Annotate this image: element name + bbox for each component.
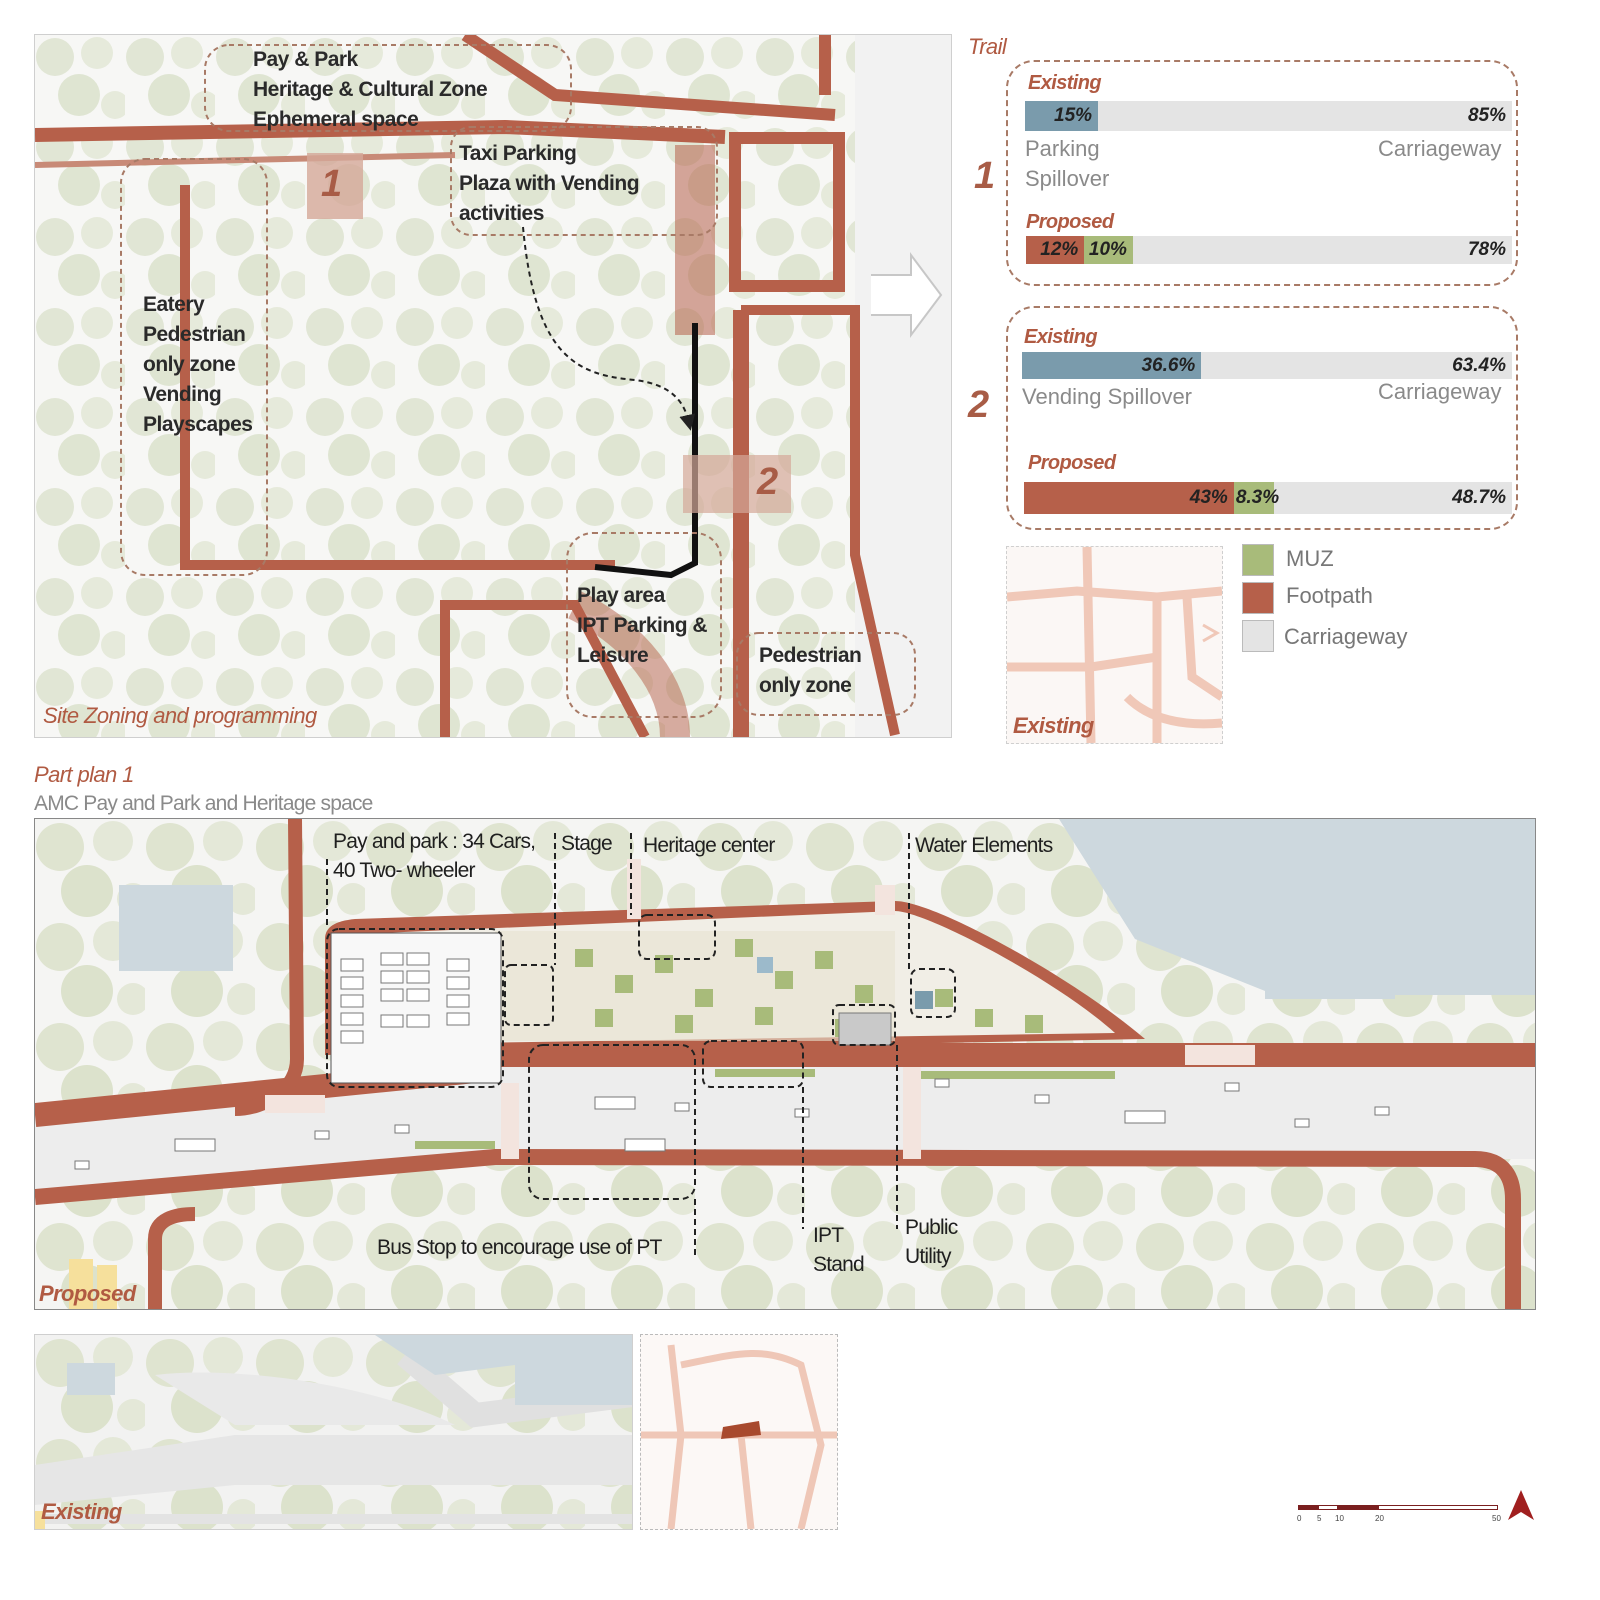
zone-marker-2: 2 <box>757 461 779 503</box>
zone-label-heritage: Pay & Park Heritage & Cultural Zone Ephemeral space <box>253 48 488 131</box>
bar-value: 8.3% <box>1235 487 1280 508</box>
bar-value: 15% <box>1054 105 1093 126</box>
legend-label-footpath: Footpath <box>1286 583 1373 608</box>
scale-tick-20: 20 <box>1375 1514 1384 1523</box>
bar-value: 48.7% <box>1452 487 1506 508</box>
proposed-plan-drawing <box>35 819 1535 1309</box>
section-2-caption-right: Carriageway <box>1378 379 1502 404</box>
bar-segment-parking <box>1025 101 1098 131</box>
section-2-existing-label: Existing <box>1024 326 1097 348</box>
callout-water-elements: Water Elements <box>915 834 1053 857</box>
bar-segment-vending <box>1022 352 1201 379</box>
section-number-1: 1 <box>974 155 996 197</box>
bar-segment-muz <box>1084 236 1133 264</box>
zone-label-play: Play area IPT Parking & Leisure <box>577 584 708 667</box>
scale-bar-segment <box>1378 1505 1498 1510</box>
bar-value: 36.6% <box>1141 354 1196 376</box>
bar-value: 78% <box>1467 239 1506 260</box>
bar-value: 10% <box>1088 239 1127 260</box>
trail-label: Trail <box>968 34 1007 59</box>
section-1-existing-label: Existing <box>1028 72 1101 94</box>
callout-pay-and-park: Pay and park : 34 Cars, 40 Two- wheeler <box>333 830 536 882</box>
callout-ipt-stand: IPT Stand <box>813 1224 864 1276</box>
bar-segment-carriageway <box>1098 101 1512 131</box>
part-plan-title: Part plan 1 <box>34 762 134 787</box>
part-plan-subtitle: AMC Pay and Park and Heritage space <box>34 792 373 815</box>
north-arrow-icon <box>1508 1490 1534 1522</box>
zone-marker-1: 1 <box>321 163 343 205</box>
bar-segment-carriageway <box>1274 482 1512 514</box>
callout-public-utility: Public Utility <box>905 1216 958 1268</box>
section-1-proposed-bar <box>1026 236 1512 264</box>
zone-label-taxi: Taxi Parking Plaza with Vending activities <box>459 142 640 225</box>
bar-segment-footpath <box>1024 482 1234 514</box>
section-2-proposed-bar <box>1024 482 1512 514</box>
bar-segment-muz <box>1234 482 1280 514</box>
zoning-map-title: Site Zoning and programming <box>43 703 317 728</box>
existing-part-plan <box>34 1334 633 1530</box>
callout-stage: Stage <box>561 832 612 855</box>
existing-thumbnail-map <box>1006 546 1223 744</box>
scale-bar-segment <box>1318 1505 1338 1510</box>
section-2-proposed-label: Proposed <box>1028 452 1116 474</box>
scale-tick-0: 0 <box>1297 1514 1302 1523</box>
key-plan <box>640 1334 838 1530</box>
section-1-caption-left: Parking Spillover <box>1025 136 1110 191</box>
legend-label-carriageway: Carriageway <box>1284 624 1408 649</box>
thumbnail-existing-label: Existing <box>1013 713 1094 738</box>
bar-value: 85% <box>1467 105 1506 126</box>
site-zoning-map <box>34 34 952 738</box>
scale-tick-10: 10 <box>1335 1514 1344 1523</box>
zone-label-eatery: Eatery Pedestrian only zone Vending Playscapes <box>143 293 253 436</box>
existing-label: Existing <box>41 1499 122 1524</box>
bar-value: 43% <box>1189 487 1228 508</box>
scale-bar <box>1298 1505 1498 1515</box>
section-1-proposed-label: Proposed <box>1026 211 1114 233</box>
proposed-label: Proposed <box>39 1281 136 1306</box>
bar-segment-carriageway <box>1133 236 1512 264</box>
zone-label-pedestrian: Pedestrian only zone <box>759 644 862 697</box>
section-1-caption-right: Carriageway <box>1378 136 1502 161</box>
bar-value: 12% <box>1040 239 1079 260</box>
bar-value: 63.4% <box>1452 354 1506 376</box>
proposed-part-plan <box>34 818 1536 1310</box>
scale-bar-segment <box>1338 1505 1378 1510</box>
bar-segment-carriageway <box>1201 352 1512 379</box>
legend-swatch-carriageway <box>1242 620 1274 652</box>
legend-swatch-muz <box>1242 544 1274 576</box>
scale-tick-5: 5 <box>1317 1514 1322 1523</box>
legend-label-muz: MUZ <box>1286 546 1334 571</box>
section-2-caption-left: Vending Spillover <box>1022 384 1193 409</box>
scale-tick-50: 50 <box>1492 1514 1501 1523</box>
callout-bus-stop: Bus Stop to encourage use of PT <box>377 1236 662 1259</box>
callout-heritage-center: Heritage center <box>643 834 775 857</box>
legend-swatch-footpath <box>1242 582 1274 614</box>
section-1-existing-bar <box>1025 101 1512 131</box>
bar-segment-footpath <box>1026 236 1084 264</box>
scale-bar-segment <box>1298 1505 1318 1510</box>
section-2-existing-bar <box>1022 352 1512 379</box>
key-plan-drawing <box>641 1335 837 1529</box>
existing-plan-drawing <box>35 1335 632 1529</box>
section-number-2: 2 <box>968 384 990 426</box>
